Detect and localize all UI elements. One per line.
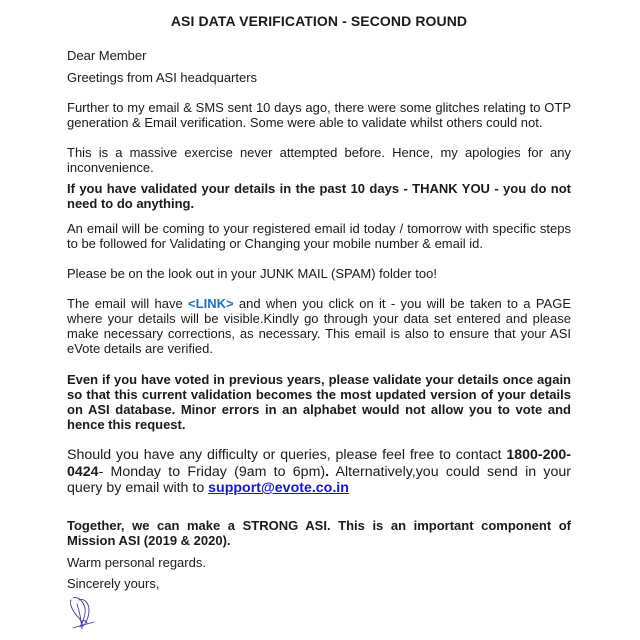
phone-number: 1800-200-0424 [67,447,571,480]
paragraph-strong-asi: Together, we can make a STRONG ASI. This is an important component of Mission ASI (2019 & 2020). [67,518,571,548]
paragraph-junk-mail: Please be on the look out in your JUNK MAIL (SPAM) folder too! [67,266,437,281]
link-intro-text: The email will have [67,296,189,311]
contact-email-intro-text: Alternatively,you could send in your query by email with to [67,463,571,496]
paragraph-thank-you: If you have validated your details in the past 10 days - THANK YOU - you do not need to do anything. [67,181,571,211]
salutation: Dear Member [67,48,147,63]
contact-intro-text: Should you have any difficulty or queries, please feel free to contact [67,447,507,463]
paragraph-glitches: Further to my email & SMS sent 10 days ago, there were some glitches relating to OTP generation & Email verification. Some were able to validate whilst others could not. [67,100,571,130]
contact-dot: . [325,463,330,480]
closing-sincerely: Sincerely yours, [67,576,160,591]
document-title: ASI DATA VERIFICATION - SECOND ROUND [170,13,468,29]
paragraph-link-info [67,296,571,356]
paragraph-contact [67,447,571,497]
link-placeholder[interactable]: <LINK> [188,296,234,311]
greeting: Greetings from ASI headquarters [67,70,258,85]
contact-hours-text: - Monday to Friday (9am to 6pm) [98,463,326,480]
paragraph-apology: This is a massive exercise never attempted before. Hence, my apologies for any inconvenience. [67,145,571,175]
paragraph-validate-request: Even if you have voted in previous years, please validate your details once again so that this current validation becomes the most updated version of your details on ASI database. Minor errors in an alphabet would not allow you to vote and hence this request. [67,372,571,432]
closing-regards: Warm personal regards. [67,555,206,570]
link-details-text: and when you click on it - you will be taken to a PAGE where your details will be visible.Kindly go through your data set entered and please make necessary corrections, as necessary. This email is also to ensure that your ASI eVote details are verified. [67,296,572,356]
paragraph-email-coming: An email will be coming to your registered email id today / tomorrow with specific steps to be followed for Validating or Changing your mobile number & email id. [67,221,571,251]
signature-icon [67,594,115,634]
support-email-link[interactable]: support@evote.co.in [208,480,349,496]
